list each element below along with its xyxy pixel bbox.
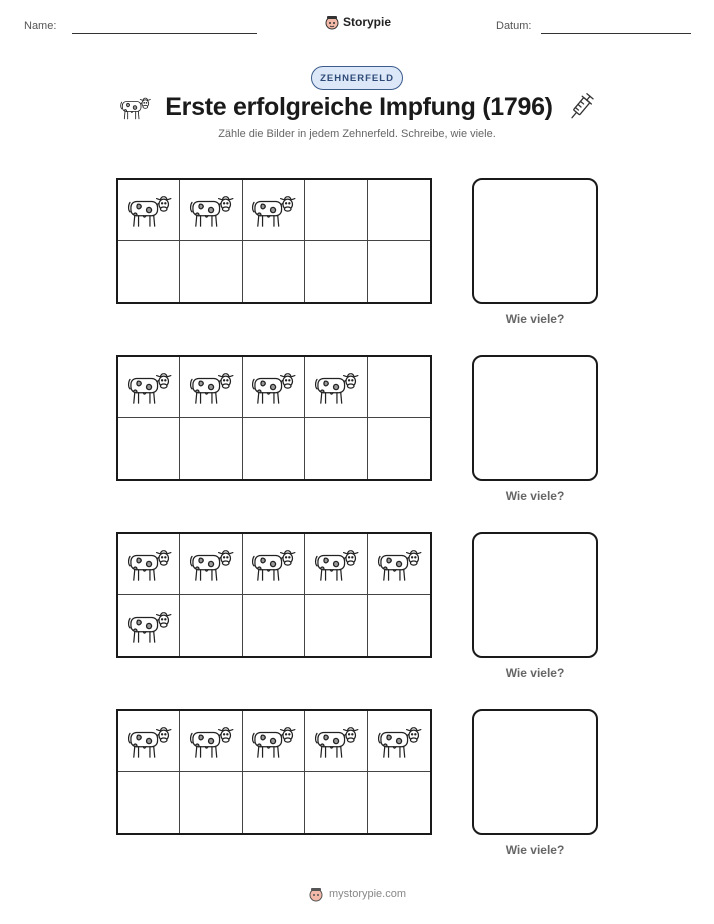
storypie-mascot-icon (324, 14, 340, 30)
ten-frame-cell (118, 772, 180, 833)
footer (0, 886, 714, 902)
date-field-line[interactable] (541, 33, 691, 34)
ten-frame-cell (118, 418, 180, 479)
footer-url[interactable]: mystorypie.com (328, 888, 407, 900)
instructions: Zähle die Bilder in jedem Zehnerfeld. Schreibe, wie viele. (218, 128, 496, 140)
ten-frame-cell (243, 357, 305, 418)
ten-frame-cell (118, 534, 180, 595)
answer-label: Wie viele? (505, 312, 565, 326)
ten-frame-cell (243, 241, 305, 302)
cow-icon (313, 722, 359, 760)
cow-icon (376, 722, 422, 760)
cow-icon (376, 545, 422, 583)
ten-frame-cell (368, 418, 430, 479)
ten-frame-cell (118, 241, 180, 302)
ten-frame-cell (243, 534, 305, 595)
ten-frame (116, 355, 432, 481)
cow-icon (188, 722, 234, 760)
ten-frame-cell (243, 772, 305, 833)
ten-frame-cell (368, 241, 430, 302)
title-row (0, 92, 714, 122)
ten-frame-cell (180, 357, 242, 418)
ten-frame-cell (180, 772, 242, 833)
ten-frame-cell (305, 534, 367, 595)
ten-frame-cell (305, 180, 367, 241)
ten-frame-cell (243, 418, 305, 479)
ten-frame-cell (180, 418, 242, 479)
ten-frame-cell (368, 711, 430, 772)
cow-icon (250, 722, 296, 760)
cow-icon (188, 368, 234, 406)
ten-frame-cell (243, 595, 305, 656)
cow-icon (126, 368, 172, 406)
cow-icon (250, 191, 296, 229)
answer-box[interactable] (472, 532, 598, 658)
ten-frame-cell (118, 595, 180, 656)
ten-frame-cell (180, 595, 242, 656)
cow-icon (313, 545, 359, 583)
ten-frame-cell (368, 772, 430, 833)
ten-frame-cell (180, 180, 242, 241)
ten-frame-cell (305, 711, 367, 772)
cow-icon (313, 368, 359, 406)
ten-frame-cell (305, 772, 367, 833)
ten-frame-cell (368, 595, 430, 656)
cow-icon (126, 607, 172, 645)
answer-box[interactable] (472, 709, 598, 835)
cow-icon (126, 722, 172, 760)
ten-frame-cell (305, 595, 367, 656)
name-label: Name: (24, 20, 57, 32)
ten-frame-cell (305, 241, 367, 302)
answer-label: Wie viele? (505, 843, 565, 857)
ten-frame (116, 709, 432, 835)
page-title: Erste erfolgreiche Impfung (1796) (165, 92, 553, 121)
cow-icon (250, 368, 296, 406)
name-field-line[interactable] (72, 33, 257, 34)
answer-label: Wie viele? (505, 666, 565, 680)
brand-logo (324, 14, 391, 30)
cow-icon (250, 545, 296, 583)
cow-icon (188, 191, 234, 229)
ten-frame-cell (118, 711, 180, 772)
ten-frame-cell (180, 241, 242, 302)
ten-frame-cell (118, 180, 180, 241)
worksheet-type-badge: ZEHNERFELD (311, 66, 403, 90)
cow-icon (126, 545, 172, 583)
ten-frame-cell (243, 711, 305, 772)
answer-box[interactable] (472, 355, 598, 481)
ten-frame-cell (180, 534, 242, 595)
ten-frame-cell (243, 180, 305, 241)
ten-frame-cell (305, 418, 367, 479)
ten-frame (116, 178, 432, 304)
cow-icon (126, 191, 172, 229)
ten-frame (116, 532, 432, 658)
ten-frame-cell (368, 534, 430, 595)
cow-icon (188, 545, 234, 583)
ten-frame-cell (368, 357, 430, 418)
storypie-mascot-icon (308, 886, 324, 902)
ten-frame-cell (368, 180, 430, 241)
ten-frame-cell (118, 357, 180, 418)
answer-box[interactable] (472, 178, 598, 304)
brand-name: Storypie (343, 15, 392, 29)
ten-frame-cell (305, 357, 367, 418)
date-label: Datum: (496, 20, 532, 32)
answer-label: Wie viele? (505, 489, 565, 503)
ten-frame-cell (180, 711, 242, 772)
cow-icon (119, 94, 151, 121)
syringe-icon (567, 92, 595, 122)
